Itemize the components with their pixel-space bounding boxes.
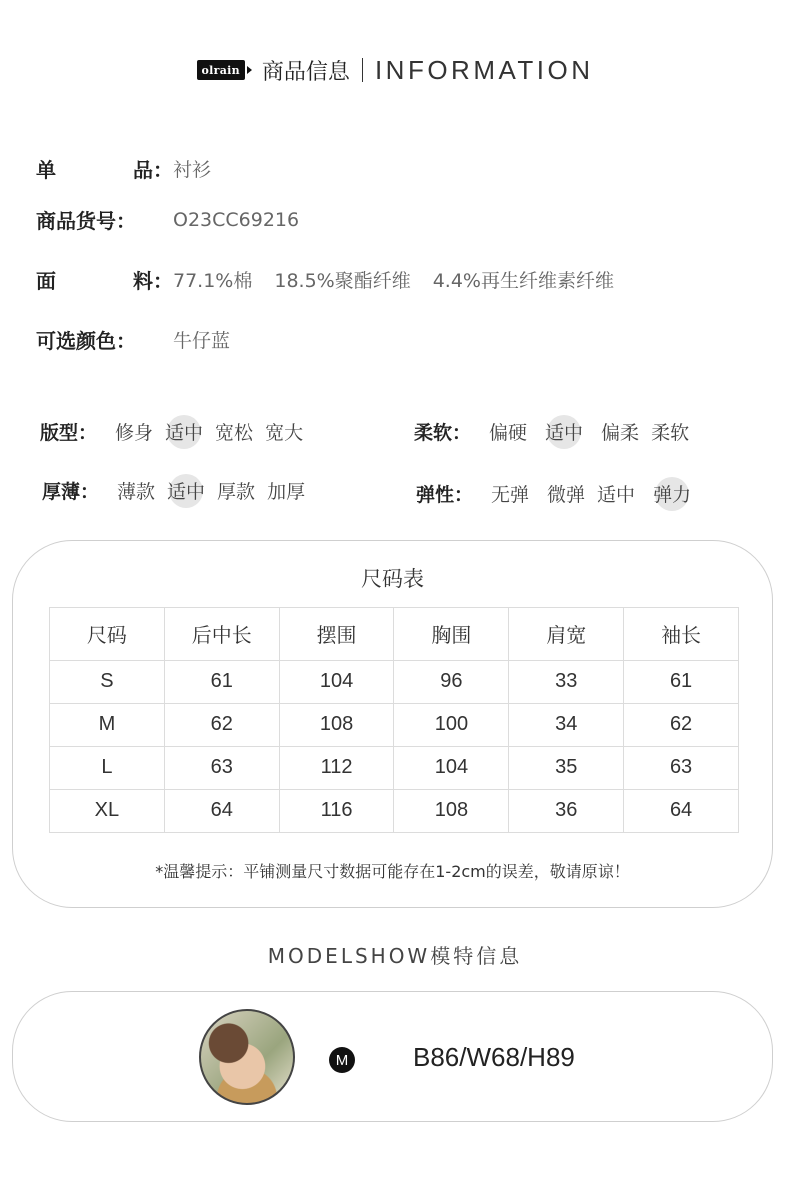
table-row bbox=[50, 789, 739, 832]
table-cell: 100 bbox=[394, 703, 509, 746]
table-cell: 61 bbox=[164, 660, 279, 703]
attr-option: 无弹 bbox=[491, 484, 530, 506]
model-section-title: MODELSHOW模特信息 bbox=[267, 944, 523, 968]
table-cell: 64 bbox=[164, 789, 279, 832]
sku-value: O23CC69216 bbox=[173, 208, 300, 231]
sku-label: 商品货号： bbox=[36, 209, 136, 233]
table-cell: M bbox=[50, 703, 165, 746]
table-header-cell: 胸围 bbox=[394, 608, 509, 661]
size-chart-title: 尺码表 bbox=[361, 567, 424, 591]
attr-softness: 柔软： 偏硬 适中 偏柔 柔软 bbox=[414, 418, 701, 445]
table-cell: 63 bbox=[164, 746, 279, 789]
color-label: 可选颜色： bbox=[36, 329, 136, 353]
attr-option-selected: 适中 bbox=[545, 418, 583, 445]
color-value: 牛仔蓝 bbox=[173, 330, 231, 352]
table-cell: 61 bbox=[624, 660, 739, 703]
model-avatar bbox=[199, 1009, 295, 1105]
model-measurements: B86/W68/H89 bbox=[413, 1042, 575, 1072]
attr-option: 微弹 bbox=[547, 484, 586, 506]
attr-option: 宽松 bbox=[215, 422, 254, 444]
info-row-color bbox=[36, 325, 230, 354]
fabric-value: 77.1%棉 18.5%聚酯纤维 4.4%再生纤维素纤维 bbox=[173, 270, 614, 292]
attr-elasticity: 弹性： 无弹 微弹 适中 弹力 bbox=[416, 480, 703, 507]
model-card bbox=[12, 991, 773, 1122]
table-cell: 108 bbox=[279, 703, 394, 746]
attr-fit: 版型： 修身 适中 宽松 宽大 bbox=[40, 418, 315, 445]
attr-option: 修身 bbox=[115, 422, 154, 444]
attr-option: 厚款 bbox=[217, 481, 256, 503]
table-cell: 104 bbox=[279, 660, 394, 703]
table-header-cell: 袖长 bbox=[624, 608, 739, 661]
info-header bbox=[0, 50, 790, 90]
table-cell: L bbox=[50, 746, 165, 789]
table-cell: 96 bbox=[394, 660, 509, 703]
table-cell: 62 bbox=[624, 703, 739, 746]
info-row-sku bbox=[36, 205, 299, 234]
size-table bbox=[49, 607, 739, 833]
header-title-en: INFORMATION bbox=[374, 54, 594, 85]
attr-option: 宽大 bbox=[265, 422, 304, 444]
table-cell: XL bbox=[50, 789, 165, 832]
attr-option-selected: 弹力 bbox=[653, 480, 691, 507]
table-cell: 64 bbox=[624, 789, 739, 832]
size-chart-card bbox=[12, 540, 773, 908]
table-row bbox=[50, 660, 739, 703]
table-cell: 36 bbox=[509, 789, 624, 832]
table-row bbox=[50, 746, 739, 789]
table-cell: 108 bbox=[394, 789, 509, 832]
product-value: 衬衫 bbox=[173, 159, 212, 181]
attr-option: 柔软 bbox=[651, 422, 690, 444]
attr-thickness: 厚薄： 薄款 适中 厚款 加厚 bbox=[42, 477, 317, 504]
attr-option: 薄款 bbox=[117, 481, 156, 503]
fabric-label: 面 料： bbox=[36, 269, 173, 293]
size-chart-note: *温馨提示：平铺测量尺寸数据可能存在1-2cm的误差，敬请原谅！ bbox=[155, 862, 630, 881]
table-header-cell: 肩宽 bbox=[509, 608, 624, 661]
table-header-cell: 尺码 bbox=[50, 608, 165, 661]
product-label: 单 品： bbox=[36, 158, 173, 182]
table-cell: 112 bbox=[279, 746, 394, 789]
attr-option-selected: 适中 bbox=[167, 477, 205, 504]
table-row bbox=[50, 703, 739, 746]
table-cell: 116 bbox=[279, 789, 394, 832]
table-cell: S bbox=[50, 660, 165, 703]
table-cell: 35 bbox=[509, 746, 624, 789]
table-cell: 33 bbox=[509, 660, 624, 703]
table-cell: 63 bbox=[624, 746, 739, 789]
logo-arrow-icon bbox=[247, 66, 252, 74]
attr-option: 偏硬 bbox=[489, 422, 528, 444]
table-cell: 34 bbox=[509, 703, 624, 746]
attr-option: 偏柔 bbox=[601, 422, 640, 444]
brand-logo: olrain bbox=[197, 60, 245, 80]
model-size-badge: M bbox=[329, 1047, 355, 1073]
table-cell: 104 bbox=[394, 746, 509, 789]
info-row-fabric bbox=[36, 265, 614, 294]
table-header-row bbox=[50, 608, 739, 661]
table-header-cell: 后中长 bbox=[164, 608, 279, 661]
info-row-product bbox=[36, 154, 211, 183]
table-header-cell: 摆围 bbox=[279, 608, 394, 661]
table-cell: 62 bbox=[164, 703, 279, 746]
header-title-cn: 商品信息 bbox=[261, 59, 350, 85]
attr-option-selected: 适中 bbox=[165, 418, 203, 445]
header-divider bbox=[362, 58, 363, 82]
attr-option: 适中 bbox=[597, 484, 636, 506]
attr-option: 加厚 bbox=[267, 481, 306, 503]
